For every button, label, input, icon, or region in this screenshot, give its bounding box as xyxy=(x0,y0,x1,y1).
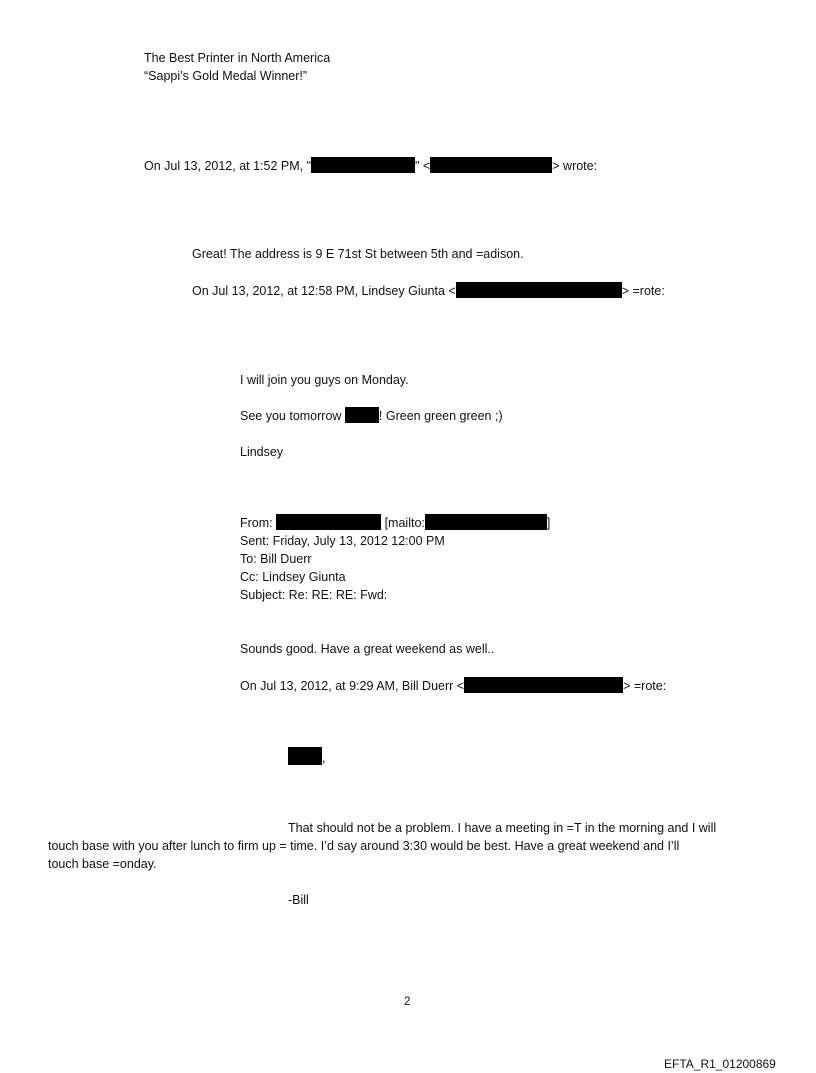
signature-line-2: “Sappi’s Gold Medal Winner!” xyxy=(144,69,308,83)
reply-header-2-prefix: On Jul 13, 2012, at 12:58 PM, Lindsey Giunta < xyxy=(192,284,456,298)
reply-header-2-suffix: > =rote: xyxy=(621,284,665,298)
email-mailto-close: ] xyxy=(546,516,551,530)
signature-line-1: The Best Printer in North America xyxy=(144,51,331,65)
message-4-signature: -Bill xyxy=(288,893,309,907)
email-mailto-label: [mailto: xyxy=(381,516,425,530)
message-2-line-2-suffix: ! Green green green ;) xyxy=(378,409,503,423)
reply-header-3-suffix: > =rote: xyxy=(623,679,667,693)
redaction-box xyxy=(288,747,322,765)
redaction-box xyxy=(456,282,622,298)
message-2-line-2-prefix: See you tomorrow xyxy=(240,409,345,423)
reply-header-1 xyxy=(144,157,597,175)
message-2-signature: Lindsey xyxy=(240,445,284,459)
message-1-body: Great! The address is 9 E 71st St between 5th and =adison. xyxy=(192,247,524,261)
email-cc-line: Cc: Lindsey Giunta xyxy=(240,570,346,584)
message-3-body: Sounds good. Have a great weekend as well.. xyxy=(240,642,495,656)
reply-header-1-suffix: > wrote: xyxy=(552,159,598,173)
reply-header-1-prefix: On Jul 13, 2012, at 1:52 PM, " xyxy=(144,159,312,173)
reply-header-3 xyxy=(240,677,666,695)
message-4-paragraph-line-1: That should not be a problem. I have a meeting in =T in the morning and I will xyxy=(288,821,717,835)
redaction-box xyxy=(345,407,379,423)
email-subject-line: Subject: Re: RE: RE: Fwd: xyxy=(240,588,388,602)
email-sent-line: Sent: Friday, July 13, 2012 12:00 PM xyxy=(240,534,445,548)
redaction-box xyxy=(425,514,547,530)
page-number: 2 xyxy=(404,996,411,1008)
message-4-paragraph-line-3: touch base =onday. xyxy=(48,857,157,871)
message-2-line-2 xyxy=(240,407,503,425)
redaction-box xyxy=(311,157,415,173)
message-4-greeting-suffix: , xyxy=(322,751,326,765)
email-from-line xyxy=(240,514,550,532)
redaction-box xyxy=(276,514,381,530)
email-from-label: From: xyxy=(240,516,277,530)
redaction-box xyxy=(464,677,623,693)
reply-header-1-mid: " < xyxy=(415,159,431,173)
message-4-greeting xyxy=(288,747,325,767)
email-to-line: To: Bill Duerr xyxy=(240,552,312,566)
message-4-paragraph-line-2: touch base with you after lunch to firm up = time. I’d say around 3:30 would be best. Have a great weekend and I’ll xyxy=(48,839,680,853)
message-2-line-1: I will join you guys on Monday. xyxy=(240,373,409,387)
redaction-box xyxy=(430,157,552,173)
reply-header-3-prefix: On Jul 13, 2012, at 9:29 AM, Bill Duerr < xyxy=(240,679,465,693)
reply-header-2 xyxy=(192,282,665,300)
document-id: EFTA_R1_01200869 xyxy=(664,1057,776,1071)
